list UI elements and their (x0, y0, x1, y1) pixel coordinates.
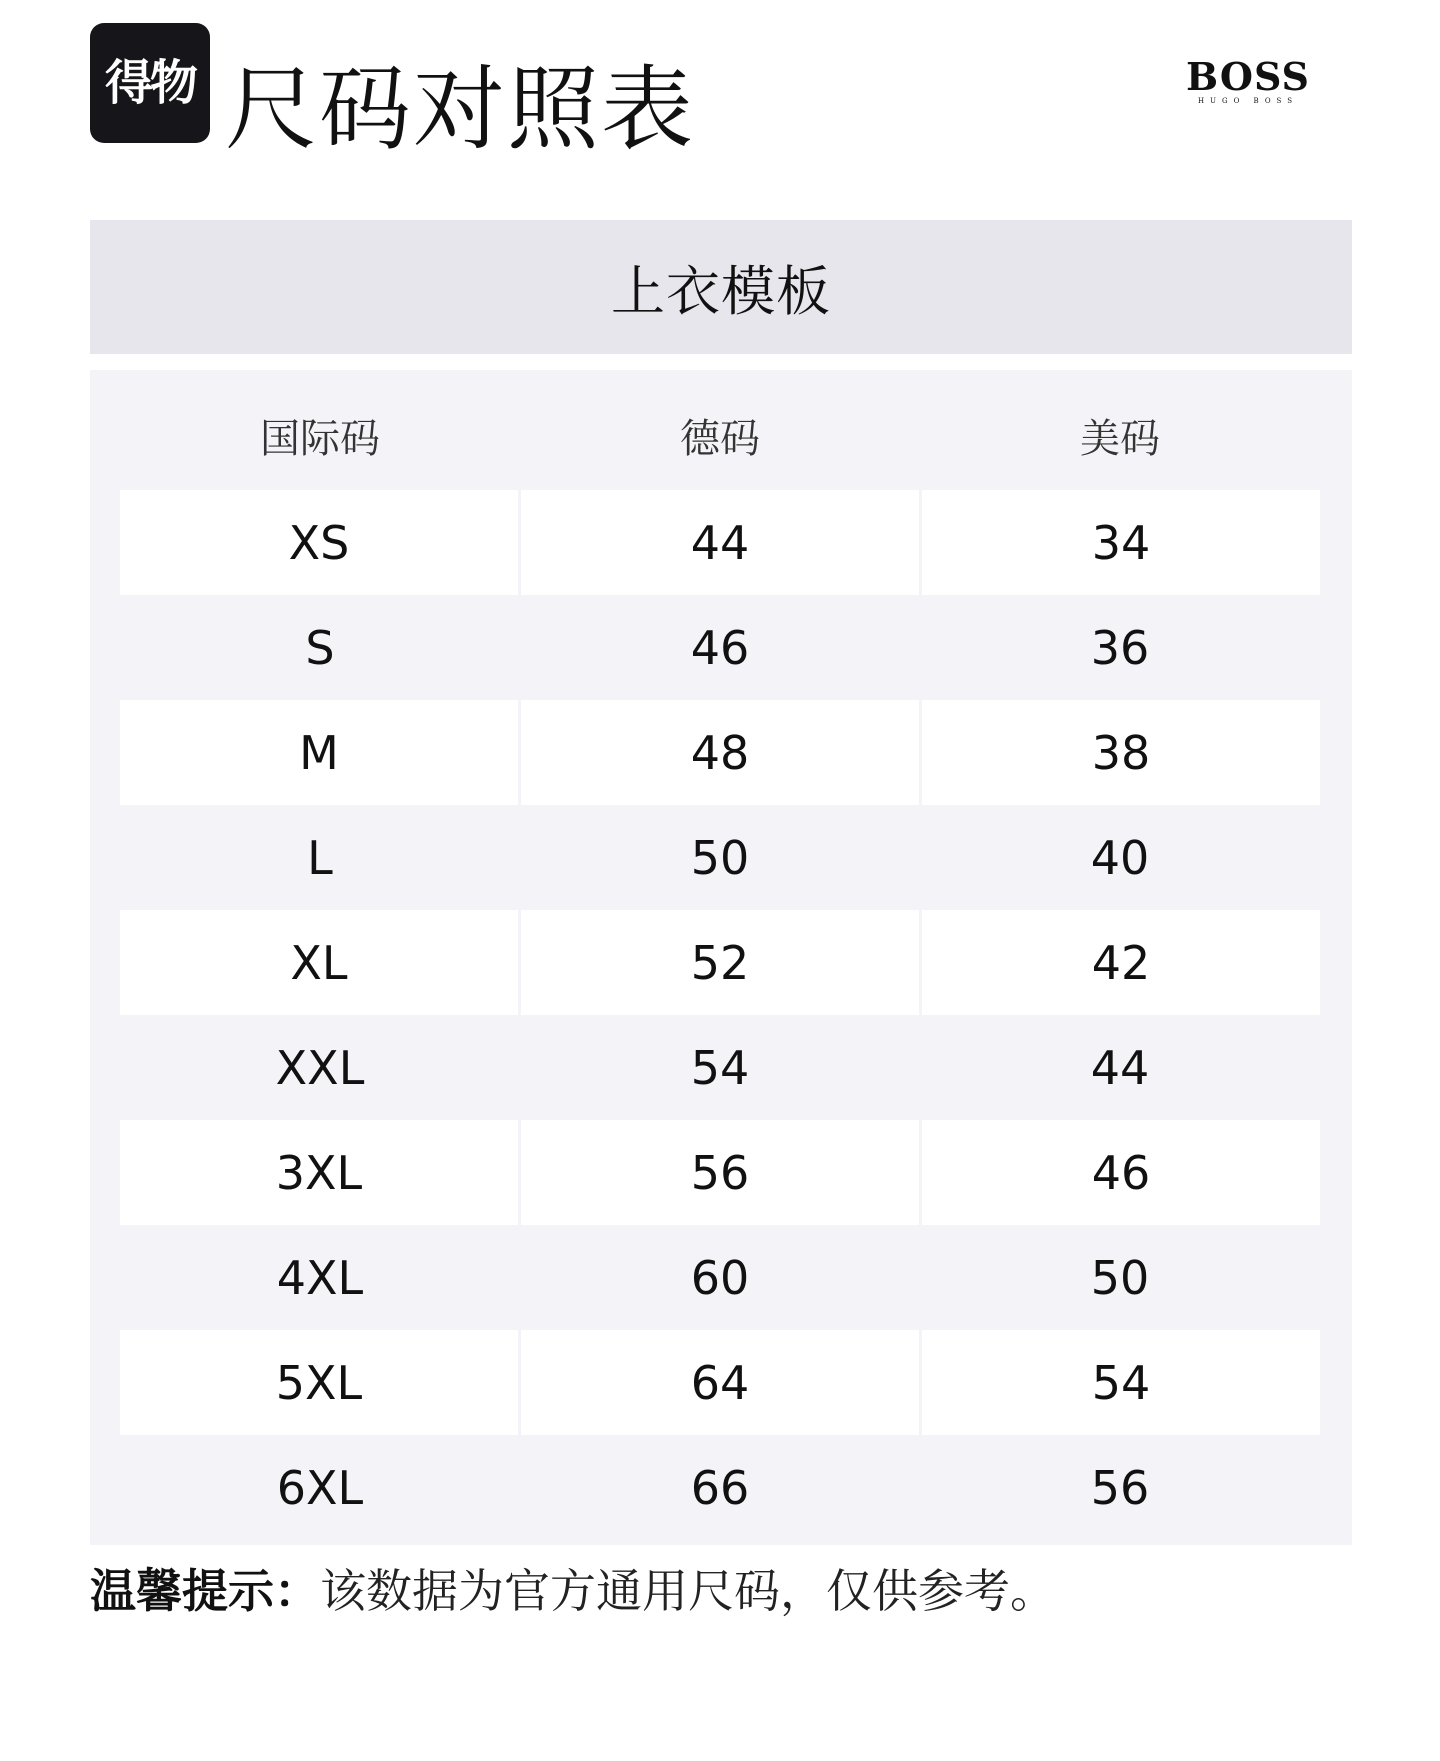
column-header-international: 国际码 (260, 415, 380, 462)
table-row (120, 1015, 1320, 1120)
cell-international-size: XL (120, 910, 518, 1015)
cell-german-size: 66 (690, 1460, 750, 1515)
cell-german-size: 54 (690, 1040, 750, 1095)
page-title: 尺码对照表 (225, 56, 696, 163)
table-row (120, 595, 1320, 700)
cell-us-size: 44 (1090, 1040, 1150, 1095)
cell-german-size: 52 (518, 910, 919, 1015)
cell-us-size: 34 (919, 490, 1320, 595)
table-row (120, 1435, 1320, 1540)
app-logo-text: 得物 (104, 55, 195, 111)
cell-international-size: XS (120, 490, 518, 595)
table-row (120, 1120, 1320, 1225)
app-logo (90, 23, 210, 143)
cell-international-size: M (120, 700, 518, 805)
notice (90, 1564, 1056, 1618)
cell-us-size: 54 (919, 1330, 1320, 1435)
cell-international-size: L (307, 830, 333, 885)
brand-subtitle: HUGO BOSS (1197, 97, 1299, 105)
cell-us-size: 42 (919, 910, 1320, 1015)
table-row (120, 1225, 1320, 1330)
brand-name: BOSS (1186, 54, 1310, 99)
table-row (120, 805, 1320, 910)
table-header-row (120, 390, 1320, 480)
cell-german-size: 64 (518, 1330, 919, 1435)
cell-us-size: 38 (919, 700, 1320, 805)
template-title: 上衣模板 (90, 220, 1352, 354)
cell-international-size: 3XL (120, 1120, 518, 1225)
brand-logo (1186, 54, 1310, 105)
cell-us-size: 56 (1090, 1460, 1150, 1515)
table-row (120, 1330, 1320, 1435)
column-header-us: 美码 (1080, 415, 1160, 462)
notice-label: 温馨提示： (90, 1564, 320, 1618)
table-body (120, 490, 1320, 1540)
cell-us-size: 36 (1090, 620, 1150, 675)
cell-us-size: 40 (1090, 830, 1150, 885)
cell-german-size: 46 (690, 620, 750, 675)
cell-german-size: 56 (518, 1120, 919, 1225)
table-row (120, 490, 1320, 595)
cell-us-size: 50 (1090, 1250, 1150, 1305)
table-row (120, 910, 1320, 1015)
cell-international-size: 6XL (276, 1460, 364, 1515)
cell-german-size: 50 (690, 830, 750, 885)
cell-international-size: XXL (275, 1040, 365, 1095)
cell-german-size: 60 (690, 1250, 750, 1305)
cell-international-size: 4XL (276, 1250, 364, 1305)
cell-international-size: 5XL (120, 1330, 518, 1435)
header (90, 22, 1350, 172)
table-row (120, 700, 1320, 805)
cell-us-size: 46 (919, 1120, 1320, 1225)
column-header-german: 德码 (680, 415, 760, 462)
notice-text: 该数据为官方通用尺码，仅供参考。 (320, 1564, 1056, 1618)
size-table (90, 370, 1352, 1545)
cell-international-size: S (305, 620, 335, 675)
cell-german-size: 44 (518, 490, 919, 595)
cell-german-size: 48 (518, 700, 919, 805)
